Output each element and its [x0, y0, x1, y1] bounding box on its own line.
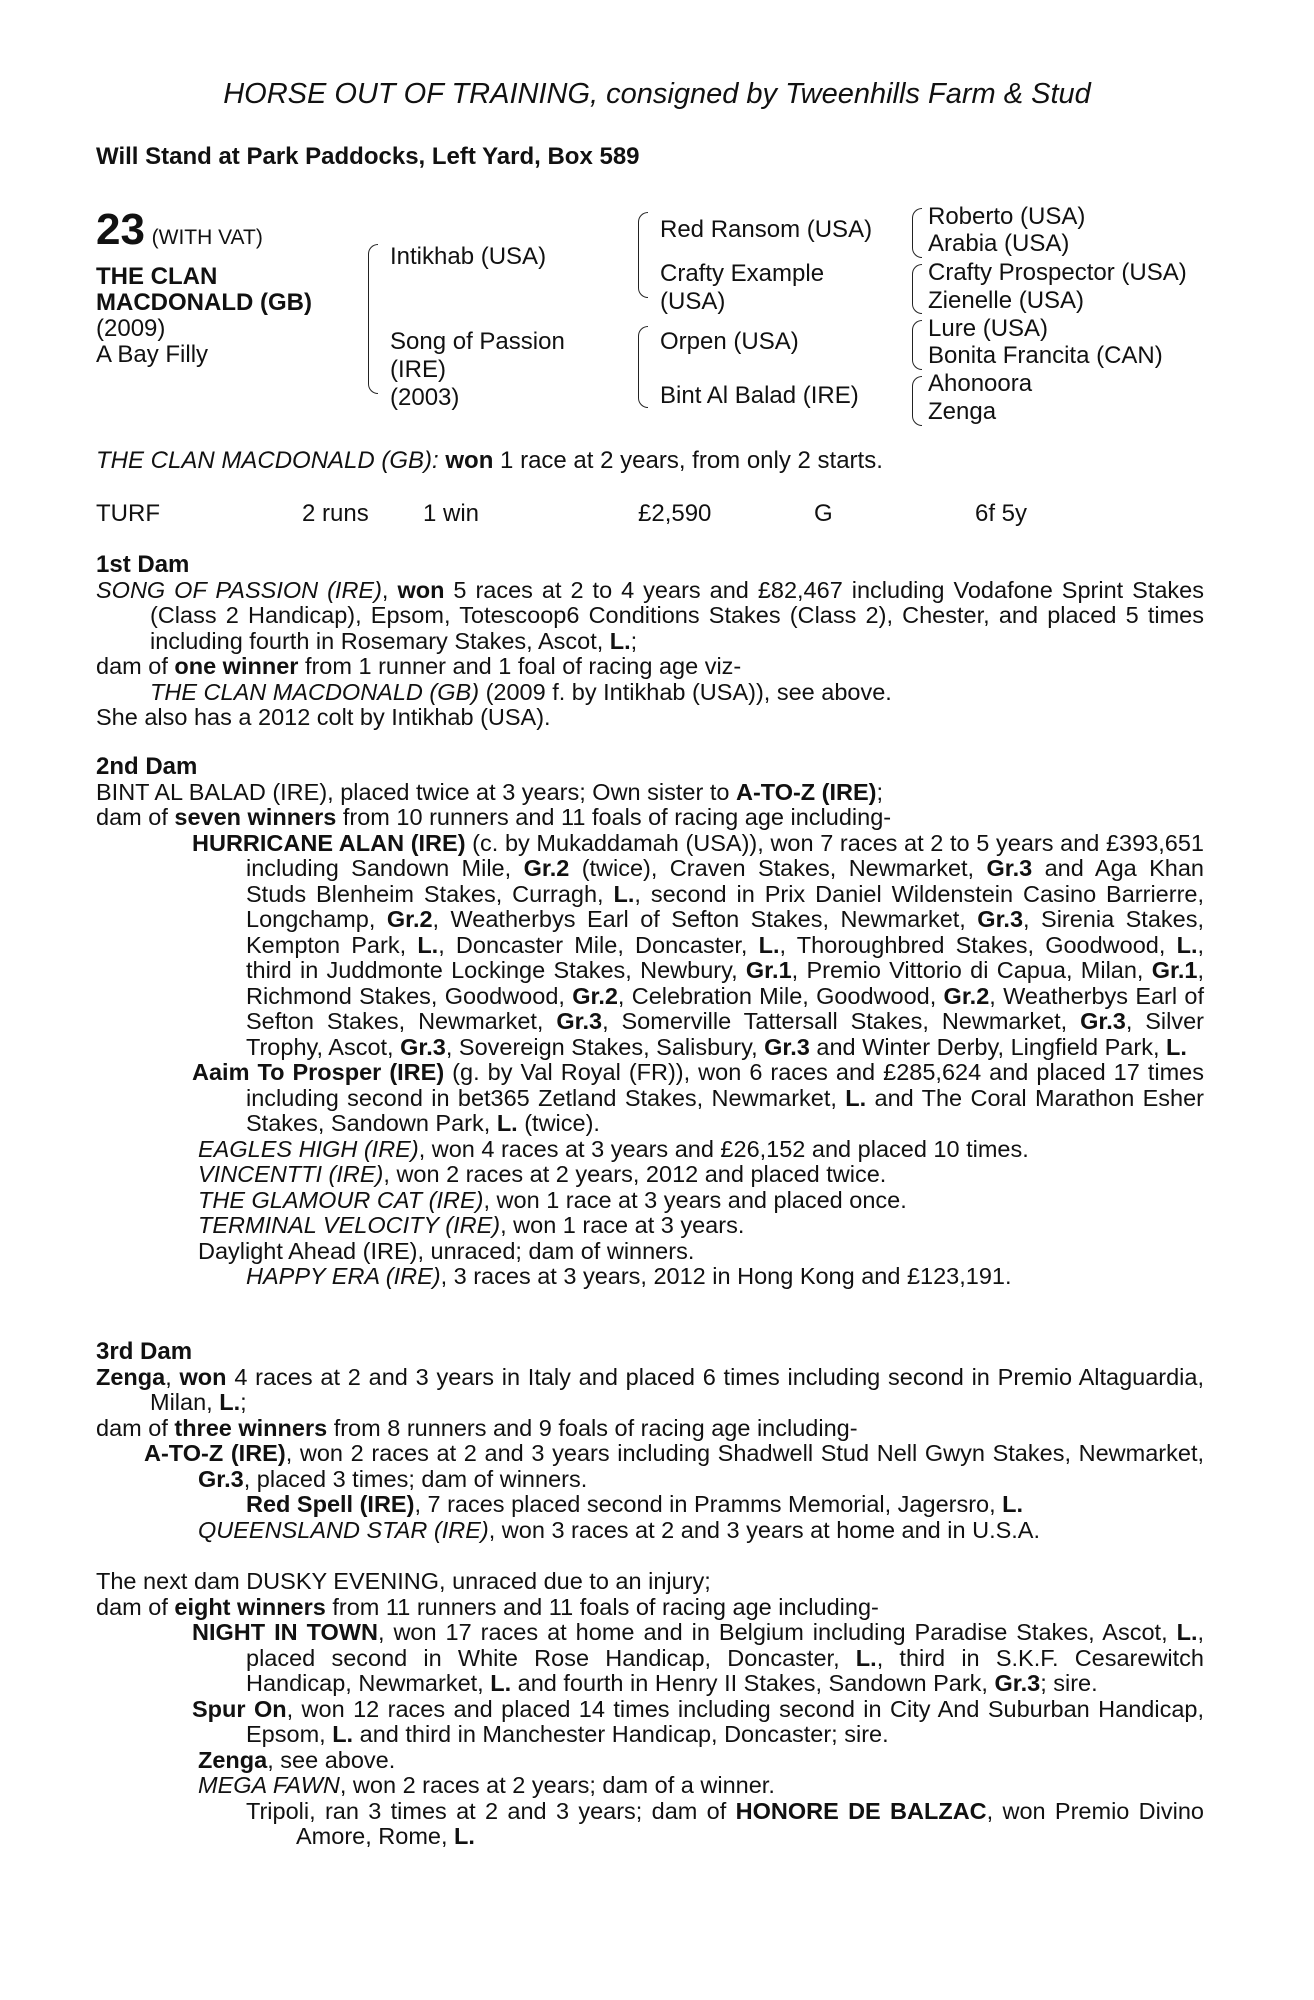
second-dam-produce — [96, 805, 1204, 831]
record-distance: 6f 5y — [975, 500, 1028, 527]
first-dam-record: SONG OF PASSION (IRE), won 5 races at 2 to 4 years and £82,467 including Vodafone Sprint Stakes (Class 2 Handicap), Epsom, Totescoop6 Conditions Stakes (Class 2), Chester, and placed 5 times including fourth in Rosemary Stakes, Ascot, L.; — [96, 576, 1205, 654]
horse-name-line1: THE CLAN — [96, 263, 218, 290]
grade-label: Gr.2 — [943, 982, 990, 1009]
summary-horse-name: THE CLAN MACDONALD (GB) — [96, 447, 433, 474]
g3-sire-sire-sire: Roberto (USA) — [928, 203, 1086, 230]
grade-label: L. — [219, 1389, 241, 1415]
grade-label: Gr.3 — [994, 1670, 1041, 1696]
third-dam-heading: 3rd Dam — [96, 1338, 193, 1365]
text: , 7 races placed second in Pramms Memorial, Jagersro, — [414, 1491, 1003, 1517]
first-dam-section — [96, 552, 1204, 731]
dam-name — [390, 328, 565, 412]
pedigree-brace-g3a — [912, 208, 922, 258]
grade-label: L. — [758, 931, 780, 958]
text: , won Premio Divino Amore, Rome, — [296, 1797, 1204, 1849]
grade-label: L. — [1176, 931, 1198, 958]
fourth-dam-record: The next dam DUSKY EVENING, unraced due to an injury; — [96, 1568, 711, 1594]
punct: , — [165, 1363, 180, 1390]
second-dam-section — [96, 754, 1204, 1290]
third-dam-section — [96, 1339, 1204, 1543]
text: , second in Prix Daniel Wildenstein Casino Barrierre, Longchamp, — [246, 880, 1204, 932]
winner-count: seven winners — [174, 804, 337, 830]
summary-won: won — [445, 447, 494, 474]
sire-dam — [660, 260, 824, 316]
grade-label: Gr.2 — [572, 982, 618, 1009]
pedigree-brace-g3c — [912, 320, 922, 370]
grade-label: L. — [332, 1721, 354, 1747]
record-wins: 1 win — [423, 500, 480, 527]
won-label: won — [397, 576, 445, 603]
sire-dam-line2: (USA) — [660, 288, 726, 315]
text: , see above. — [267, 1746, 396, 1773]
produce-a-to-z — [96, 1441, 1204, 1492]
record-going: G — [814, 500, 833, 527]
horse-name-line2: MACDONALD (GB) — [96, 289, 312, 316]
grade-label: L. — [845, 1084, 867, 1111]
first-dam-name: SONG OF PASSION (IRE) — [96, 576, 382, 603]
text: , Thoroughbred Stakes, Goodwood, — [779, 931, 1177, 958]
text: , won 2 races at 2 and 3 years including Shadwell Stud Nell Gwyn Stakes, Newmarket, — [285, 1440, 1204, 1466]
grade-label: Gr.2 — [386, 906, 433, 932]
text: and Aga Khan Studs Blenheim Stakes, Curragh, — [246, 855, 1204, 907]
text: , won 3 races at 2 and 3 years at home and in U.S.A. — [488, 1516, 1041, 1543]
fourth-dam-section — [96, 1569, 1204, 1850]
grade-label: L. — [417, 931, 439, 958]
grade-label: L. — [454, 1823, 475, 1849]
record-earnings: £2,590 — [638, 500, 712, 527]
horse-name: A-TO-Z (IRE) — [144, 1440, 286, 1466]
grade-label: Gr.3 — [977, 906, 1024, 932]
text: from 8 runners and 9 foals of racing age including- — [327, 1414, 858, 1441]
text: , won 2 races at 2 years, 2012 and placed twice. — [383, 1161, 887, 1187]
produce-vincentti — [96, 1162, 1204, 1188]
grade-label: L. — [1166, 1033, 1187, 1060]
race-summary: THE CLAN MACDONALD (GB): won 1 race at 2 years, from only 2 starts. — [96, 447, 883, 474]
first-dam-record-text: 5 races at 2 to 4 years and £82,467 including Vodafone Sprint Stakes (Class 2 Handicap), Epsom, Totescoop6 Conditions Stakes (Class 2), Chester, and placed 5 times including fourth in Rosemary Stakes, Ascot, — [150, 576, 1205, 654]
text: , 3 races at 3 years, 2012 in Hong Kong and £123,191. — [440, 1263, 1012, 1289]
winner-count: one winner — [174, 653, 299, 679]
horse-name: HURRICANE ALAN (IRE) — [192, 829, 466, 856]
text: dam of — [96, 1593, 175, 1620]
grade-label: L. — [855, 1644, 877, 1671]
text: BINT AL BALAD (IRE), placed twice at 3 years; Own sister to — [96, 778, 736, 805]
text: from 11 runners and 11 foals of racing age including- — [325, 1593, 879, 1620]
text: dam of — [96, 653, 175, 679]
record-runs: 2 runs — [302, 500, 369, 527]
grade-label: L. — [609, 627, 631, 654]
text: , third in S.K.F. Cesarewitch Handicap, Newmarket, — [246, 1644, 1204, 1696]
text: and third in Manchester Handicap, Doncaster; sire. — [353, 1721, 889, 1747]
foaling-year: (2009) — [96, 315, 166, 342]
grade-label: L. — [496, 1110, 518, 1136]
third-dam-record — [96, 1365, 1204, 1416]
text: , won 12 races and placed 14 times including second in City And Suburban Handicap, Epsom, — [246, 1695, 1204, 1747]
text: , placed second in White Rose Handicap, Doncaster, — [246, 1619, 1205, 1671]
produce-happy-era — [96, 1264, 1204, 1290]
text: (twice), Craven Stakes, Newmarket, — [569, 855, 987, 881]
grade-label: Gr.3 — [1080, 1008, 1126, 1034]
grade-label: Gr.1 — [745, 957, 792, 983]
text: , Richmond Stakes, Goodwood, — [246, 957, 1205, 1009]
text: Tripoli, ran 3 times at 2 and 3 years; dam of — [246, 1797, 736, 1824]
sire-sire: Red Ransom (USA) — [660, 216, 873, 243]
text: dam of — [96, 1414, 175, 1441]
g3-sire-dam-dam: Zienelle (USA) — [928, 287, 1085, 314]
stand-location: Will Stand at Park Paddocks, Left Yard, Box 589 — [96, 143, 640, 170]
produce-daylight-ahead: Daylight Ahead (IRE), unraced; dam of winners. — [198, 1237, 695, 1264]
text: , third in Juddmonte Lockinge Stakes, Newbury, — [246, 931, 1205, 983]
text: , won 1 race at 3 years. — [500, 1212, 745, 1238]
grade-label: Gr.3 — [400, 1033, 446, 1060]
text: from 10 runners and 11 foals of racing age including- — [336, 804, 892, 830]
horse-name: HAPPY ERA (IRE) — [246, 1263, 441, 1289]
grade-label: Gr.1 — [1151, 957, 1198, 983]
horse-name: Aaim To Prosper (IRE) — [192, 1059, 445, 1085]
text: , won 2 races at 2 years; dam of a winner. — [339, 1772, 775, 1798]
produce-terminal-velocity — [96, 1213, 1204, 1239]
punct: ; — [630, 627, 638, 654]
dam-name-line1: Song of Passion — [390, 328, 565, 355]
text: , Celebration Mile, Goodwood, — [617, 982, 944, 1009]
grade-label: L. — [613, 880, 635, 907]
text: , won 1 race at 3 years and placed once. — [483, 1186, 907, 1213]
produce-night-in-town — [96, 1620, 1204, 1697]
text: , Premio Vittorio di Capua, Milan, — [791, 957, 1152, 983]
text: , Weatherbys Earl of Sefton Stakes, Newmarket, — [246, 982, 1204, 1034]
pedigree-brace-dam — [638, 326, 648, 408]
g3-dam-sire-dam: Bonita Francita (CAN) — [928, 342, 1163, 369]
horse-name: EAGLES HIGH (IRE) — [198, 1135, 419, 1162]
foal-name: THE CLAN MACDONALD (GB) — [150, 678, 480, 705]
produce-mega-fawn — [96, 1773, 1204, 1799]
fourth-dam-produce — [96, 1595, 1204, 1621]
text: and The Coral Marathon Esher Stakes, Sandown Park, — [246, 1084, 1204, 1136]
text: , Sovereign Stakes, Salisbury, — [445, 1033, 765, 1060]
punct: ; — [240, 1389, 247, 1415]
grade-label: L. — [1176, 1619, 1198, 1645]
text: , Silver Trophy, Ascot, — [246, 1008, 1205, 1060]
text: from 1 runner and 1 foal of racing age viz- — [298, 653, 742, 679]
won-label: won — [179, 1363, 227, 1390]
text: , placed 3 times; dam of winners. — [243, 1465, 588, 1492]
punct: ; — [876, 778, 884, 805]
produce-hurricane-alan — [96, 831, 1204, 1061]
third-dam-produce — [96, 1416, 1204, 1442]
page-title: HORSE OUT OF TRAINING, consigned by Tweenhills Farm & Stud — [223, 78, 1091, 110]
first-dam-note: She also has a 2012 colt by Intikhab (USA). — [96, 704, 551, 730]
text: and Winter Derby, Lingfield Park, — [809, 1033, 1167, 1060]
sister-name: A-TO-Z (IRE) — [735, 778, 877, 805]
produce-zenga — [96, 1748, 1204, 1774]
dam-year: (2003) — [390, 384, 460, 411]
record-surface: TURF — [96, 500, 160, 527]
g3-dam-dam-dam: Zenga — [928, 398, 997, 425]
text: , Sirenia Stakes, Kempton Park, — [246, 906, 1204, 958]
produce-aaim-to-prosper — [96, 1060, 1204, 1137]
produce-glamour-cat — [96, 1188, 1204, 1214]
winner-count: three winners — [174, 1414, 328, 1441]
horse-name: QUEENSLAND STAR (IRE) — [198, 1516, 489, 1543]
dam-dam: Bint Al Balad (IRE) — [660, 382, 859, 409]
text: and fourth in Henry II Stakes, Sandown Park, — [511, 1670, 995, 1696]
text: dam of — [96, 804, 175, 830]
second-dam-record — [96, 780, 1204, 806]
summary-rest: 1 race at 2 years, from only 2 starts. — [493, 447, 883, 474]
grade-label: Gr.2 — [523, 855, 570, 881]
horse-name: VINCENTTI (IRE) — [198, 1161, 384, 1187]
produce-spur-on — [96, 1697, 1204, 1748]
second-dam-heading: 2nd Dam — [96, 753, 198, 780]
first-dam-produce — [96, 654, 1204, 680]
pedigree-brace-g3d — [912, 376, 922, 426]
produce-tripoli — [96, 1799, 1204, 1850]
text: , won 17 races at home and in Belgium including Paradise Stakes, Ascot, — [377, 1619, 1177, 1645]
pedigree-brace-sire — [638, 212, 648, 298]
g3-dam-dam-sire: Ahonoora — [928, 370, 1033, 397]
grade-label: Gr.3 — [764, 1033, 810, 1060]
dam-sire: Orpen (USA) — [660, 328, 799, 355]
g3-dam-sire-sire: Lure (USA) — [928, 315, 1049, 342]
pedigree-brace-g3b — [912, 264, 922, 314]
horse-name: MEGA FAWN — [198, 1772, 340, 1798]
pedigree-brace-gen1 — [368, 244, 378, 394]
vat-label: (WITH VAT) — [151, 226, 263, 249]
text: , Doncaster Mile, Doncaster, — [438, 931, 759, 958]
lot-info — [96, 205, 312, 368]
first-dam-heading: 1st Dam — [96, 551, 190, 578]
text: (g. by Val Royal (FR)), won 6 races and £285,624 and placed 17 times including second in bet365 Zetland Stakes, Newmarket, — [246, 1059, 1204, 1111]
horse-name: Red Spell (IRE) — [246, 1491, 415, 1517]
sire-name: Intikhab (USA) — [390, 243, 547, 270]
g3-sire-dam-sire: Crafty Prospector (USA) — [928, 259, 1187, 286]
sire-dam-line1: Crafty Example — [660, 260, 825, 287]
horse-name: Zenga — [96, 1363, 166, 1390]
produce-eagles-high — [96, 1137, 1204, 1163]
produce-red-spell — [96, 1492, 1204, 1518]
text: (2009 f. by Intikhab (USA)), see above. — [479, 678, 892, 705]
produce-queensland-star — [96, 1518, 1204, 1544]
grade-label: L. — [1002, 1491, 1024, 1517]
dam-name-line2: (IRE) — [390, 356, 446, 383]
text: , Weatherbys Earl of Sefton Stakes, Newmarket, — [432, 906, 978, 932]
g3-sire-sire-dam: Arabia (USA) — [928, 230, 1070, 257]
text: 4 races at 2 and 3 years in Italy and placed 6 times including second in Premio Altaguardia, Milan, — [150, 1363, 1204, 1415]
horse-name: NIGHT IN TOWN — [192, 1619, 378, 1645]
first-dam-foal — [96, 680, 1204, 706]
text: (c. by Mukaddamah (USA)), won 7 races at 2 to 5 years and £393,651 including Sandown Mile, — [246, 829, 1204, 881]
horse-name: Spur On — [192, 1695, 287, 1722]
horse-description: A Bay Filly — [96, 341, 209, 368]
horse-name: TERMINAL VELOCITY (IRE) — [198, 1212, 501, 1238]
grade-label: Gr.3 — [556, 1008, 603, 1034]
horse-name: THE GLAMOUR CAT (IRE) — [198, 1186, 484, 1213]
grade-label: Gr.3 — [198, 1465, 244, 1492]
text: , Somerville Tattersall Stakes, Newmarket, — [602, 1008, 1081, 1034]
lot-number: 23 — [96, 205, 145, 254]
grade-label: Gr.3 — [986, 855, 1033, 881]
horse-name: Zenga — [198, 1746, 268, 1773]
text: (twice). — [517, 1110, 600, 1136]
winner-count: eight winners — [174, 1593, 326, 1620]
text: ; sire. — [1040, 1670, 1098, 1696]
text: , won 4 races at 3 years and £26,152 and placed 10 times. — [418, 1135, 1029, 1162]
grade-label: L. — [490, 1670, 512, 1696]
horse-name: HONORE DE BALZAC — [735, 1797, 987, 1824]
